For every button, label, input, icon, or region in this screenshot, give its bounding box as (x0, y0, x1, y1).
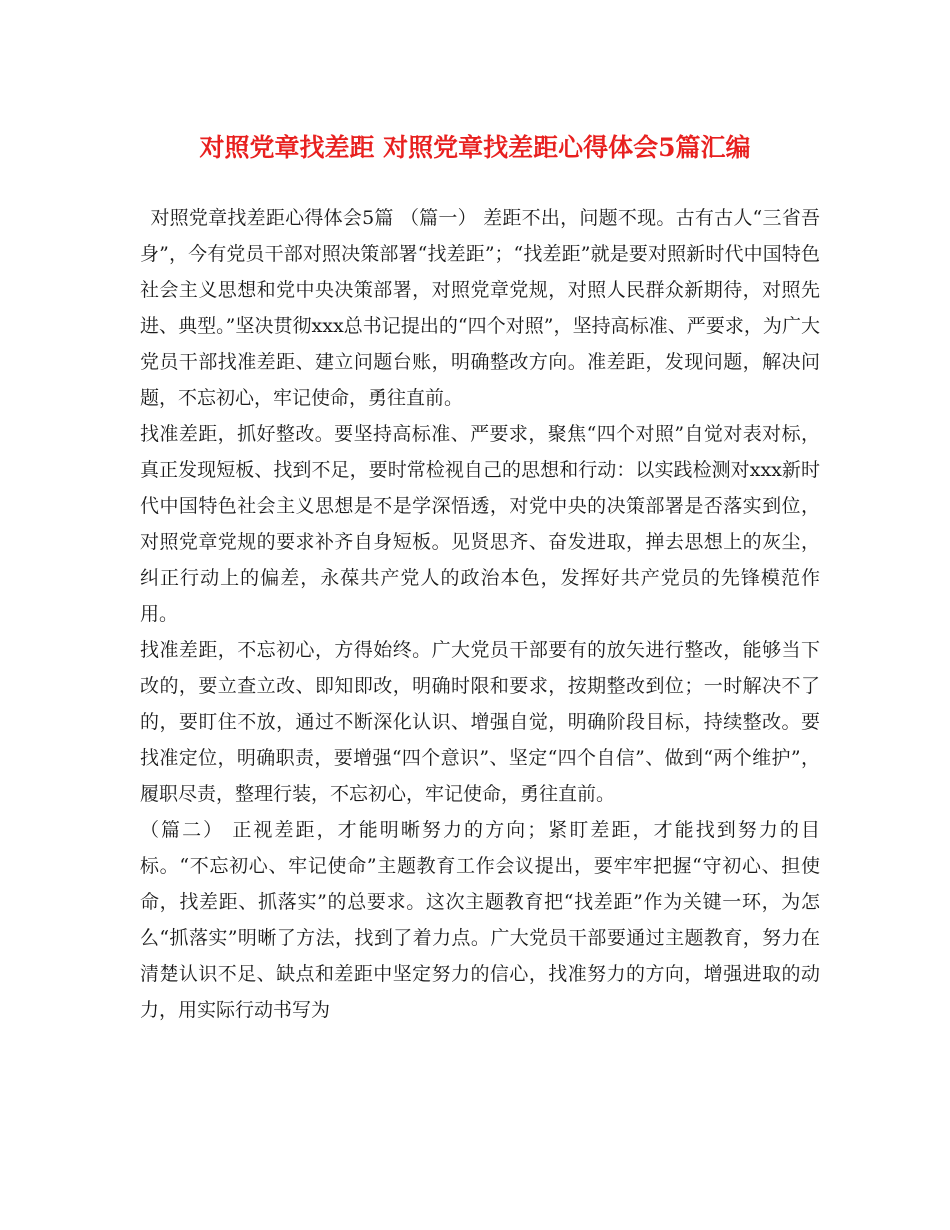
document-title: 对照党章找差距 对照党章找差距心得体会5篇汇编 (199, 133, 751, 162)
document-body (140, 200, 820, 1028)
paragraph-2: 找准差距，抓好整改。要坚持高标准、严要求，聚焦“四个对照”自觉对表对标，真正发现短板、找到不足，要时常检视自己的思想和行动：以实践检测对xxx新时代中国特色社会主义思想是不是学深悟透，对党中央的决策部署是否落实到位，对照党章党规的要求补齐自身短板。见贤思齐、奋发进取，掸去思想上的灰尘，纠正行动上的偏差，永葆共产党人的政治本色，发挥好共产党员的先锋模范作用。 (140, 423, 820, 625)
paragraph-4: （篇二） 正视差距，才能明晰努力的方向；紧盯差距，才能找到努力的目标。“不忘初心、牢记使命”主题教育工作会议提出，要牢牢把握“守初心、担使命，找差距、抓落实”的总要求。这次主题教育把“找差距”作为关键一环，为怎么“抓落实”明晰了方法，找到了着力点。广大党员干部要通过主题教育，努力在清楚认识不足、缺点和差距中坚定努力的信心，找准努力的方向，增强进取的动力，用实际行动书写为 (140, 819, 820, 1021)
paragraph-3: 找准差距，不忘初心，方得始终。广大党员干部要有的放矢进行整改，能够当下改的，要立查立改、即知即改，明确时限和要求，按期整改到位；一时解决不了的，要盯住不放，通过不断深化认识、增强自觉，明确阶段目标，持续整改。要找准定位，明确职责，要增强“四个意识”、坚定“四个自信”、做到“两个维护”，履职尽责，整理行装，不忘初心，牢记使命，勇往直前。 (140, 639, 820, 805)
paragraph-1: 对照党章找差距心得体会5篇 （篇一） 差距不出，问题不现。古有古人“三省吾身”，今有党员干部对照决策部署“找差距”；“找差距”就是要对照新时代中国特色社会主义思想和党中央决策部署，对照党章党规，对照人民群众新期待，对照先进、典型。”坚决贯彻xxx总书记提出的“四个对照”，坚持高标准、严要求，为广大党员干部找准差距、建立问题台账，明确整改方向。准差距，发现问题，解决问题，不忘初心，牢记使命，勇往直前。 (140, 207, 820, 409)
